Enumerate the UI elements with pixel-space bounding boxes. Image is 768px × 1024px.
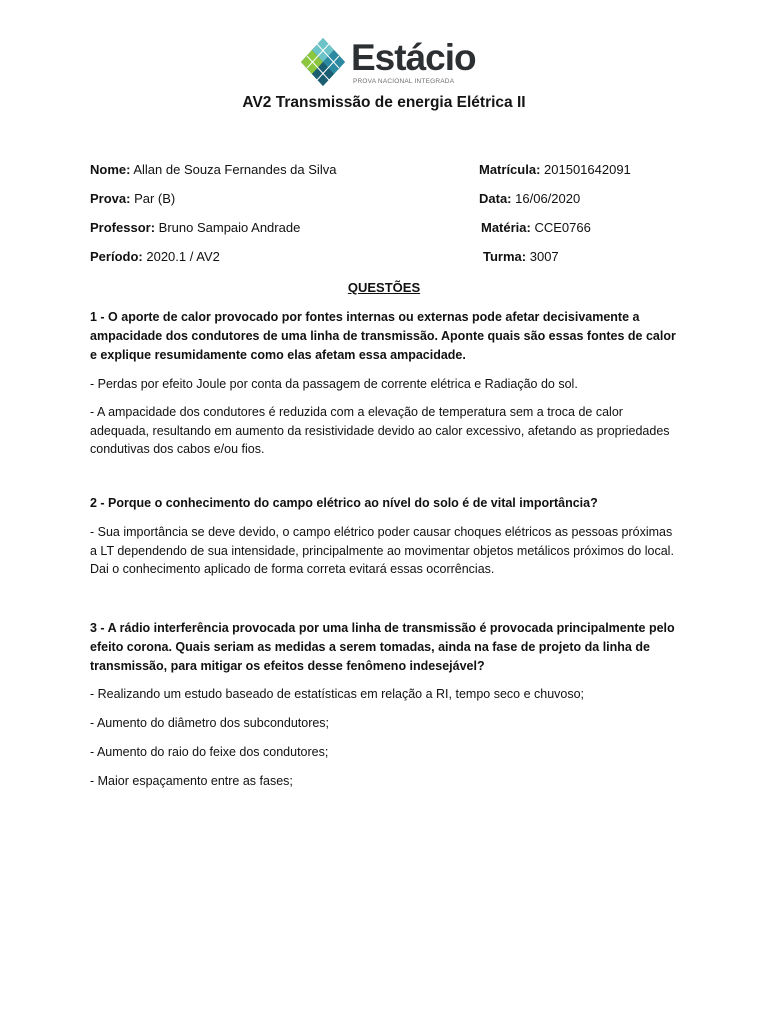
data-field: [479, 191, 580, 207]
answer-1a: - Perdas por efeito Joule por conta da passagem de corrente elétrica e Radiação do sol.: [90, 377, 578, 391]
brand-tagline: PROVA NACIONAL INTEGRADA: [353, 78, 455, 85]
nome-value: Allan de Souza Fernandes da Silva: [133, 162, 337, 177]
prova-field: [90, 191, 175, 207]
turma-label: Turma:: [483, 249, 527, 264]
answer-3a: - Realizando um estudo baseado de estatísticas em relação a RI, tempo seco e chuvoso;: [90, 687, 585, 701]
nome-field: [90, 162, 336, 178]
estacio-logo: [299, 36, 476, 90]
section-title: QUESTÕES: [347, 280, 421, 295]
data-label: Data:: [479, 191, 512, 206]
answer-2: - Sua importância se deve devido, o campo elétrico poder causar choques elétricos as pessoas próximas a LT dependendo de sua intensidade, principalmente ao movimentar objetos metálicos próximos do local. Dai o conhecimento aplicado de forma correta evitará essas ocorrências.: [90, 525, 674, 576]
professor-field: [90, 220, 300, 236]
answer-3c: - Aumento do raio do feixe dos condutores;: [90, 745, 329, 759]
turma-field: [483, 249, 559, 265]
diamond-logo-icon: [299, 36, 347, 88]
turma-value: 3007: [529, 249, 559, 264]
materia-value: CCE0766: [534, 220, 591, 235]
answer-1b: - A ampacidade dos condutores é reduzida com a elevação de temperatura sem a troca de calor adequada, resultando em aumento da resistividade devido ao calor excessivo, afetando as propriedades condutivas dos cabos e/ou fios.: [90, 405, 670, 456]
answer-3d: - Maior espaçamento entre as fases;: [90, 774, 293, 788]
professor-label: Professor:: [90, 220, 156, 235]
materia-label: Matéria:: [481, 220, 531, 235]
question-1: 1 - O aporte de calor provocado por fontes internas ou externas pode afetar decisivamente a ampacidade dos condutores de uma linha de transmissão. Aponte quais são essas fontes de calor e explique resumidamente como elas afetam essa ampacidade.: [90, 310, 676, 362]
answer-3b: - Aumento do diâmetro dos subcondutores;: [90, 716, 330, 730]
periodo-value: 2020.1 / AV2: [146, 249, 220, 264]
data-value: 16/06/2020: [515, 191, 581, 206]
professor-value: Bruno Sampaio Andrade: [158, 220, 301, 235]
question-2: 2 - Porque o conhecimento do campo elétrico ao nível do solo é de vital importância?: [90, 496, 598, 510]
nome-label: Nome:: [90, 162, 131, 177]
periodo-label: Período:: [90, 249, 143, 264]
document-title: AV2 Transmissão de energia Elétrica II: [242, 94, 526, 111]
brand-name: Estácio: [351, 37, 476, 78]
matricula-label: Matrícula:: [479, 162, 541, 177]
materia-field: [481, 220, 591, 236]
periodo-field: [90, 249, 220, 265]
prova-label: Prova:: [90, 191, 131, 206]
matricula-value: 201501642091: [544, 162, 631, 177]
prova-value: Par (B): [134, 191, 176, 206]
matricula-field: [479, 162, 631, 178]
question-3: 3 - A rádio interferência provocada por uma linha de transmissão é provocada principalmente pelo efeito corona. Quais seriam as medidas a serem tomadas, ainda na fase de projeto da linha de transmissão, para mitigar os efeitos desse fenômeno indesejável?: [90, 621, 675, 673]
